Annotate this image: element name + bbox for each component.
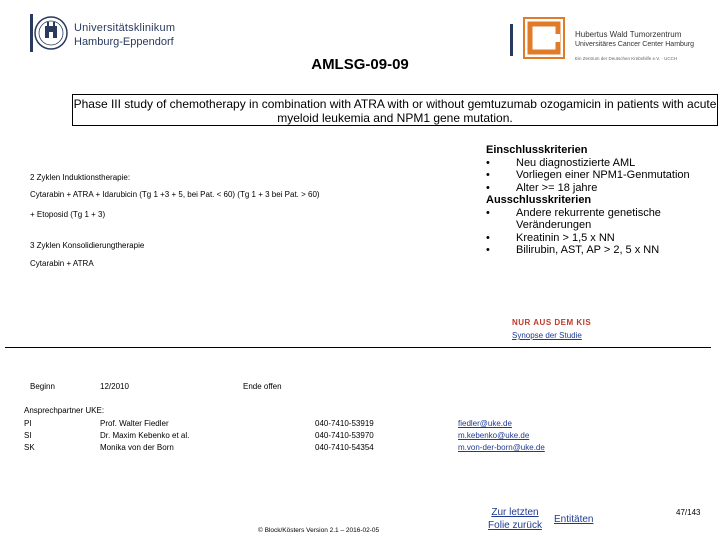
contact-phone: 040-7410-53919 — [315, 419, 374, 428]
induction-addition: + Etoposid (Tg 1 + 3) — [30, 210, 106, 219]
criteria-list — [486, 144, 718, 257]
inclusion-item: • Alter >= 18 jahre — [486, 181, 598, 194]
contact-name: Prof. Walter Fiedler — [100, 419, 169, 428]
copyright-note: © Block/Kösters Version 2.1 – 2016-02-05 — [258, 527, 380, 534]
induction-regimen: Cytarabin + ATRA + Idarubicin (Tg 1 +3 + 5, bei Pat. < 60) (Tg 1 + 3 bei Pat. > 60) — [30, 190, 320, 199]
kis-note: NUR AUS DEM KIS — [512, 318, 592, 327]
begin-label: Beginn — [30, 382, 55, 391]
synopse-link[interactable]: Synopse der Studie — [512, 331, 582, 340]
exclusion-heading: Ausschlusskriterien — [486, 194, 592, 206]
contact-role: SI — [24, 431, 32, 440]
contact-email[interactable]: m.von-der-born@uke.de — [458, 443, 545, 452]
ucch-name-line1: Hubertus Wald Tumorzentrum — [575, 30, 682, 39]
exclusion-item: • Kreatinin > 1,5 x NN — [486, 231, 615, 244]
uke-name-line2: Hamburg-Eppendorf — [74, 36, 174, 48]
back-link-line2[interactable]: Folie zurück — [488, 520, 542, 531]
contact-name: Monika von der Born — [100, 443, 174, 452]
contact-role: SK — [24, 443, 35, 452]
contact-email[interactable]: fiedler@uke.de — [458, 419, 512, 428]
back-link[interactable] — [484, 506, 546, 532]
consolidation-heading: 3 Zyklen Konsolidierungtherapie — [30, 241, 145, 250]
uke-name-line1: Universitätsklinikum — [74, 22, 176, 34]
consolidation-regimen: Cytarabin + ATRA — [30, 259, 94, 268]
contact-email[interactable]: m.kebenko@uke.de — [458, 431, 530, 440]
back-link-line1[interactable]: Zur letzten — [491, 507, 539, 518]
begin-value: 12/2010 — [100, 382, 129, 391]
inclusion-heading: Einschlusskriterien — [486, 144, 588, 156]
contact-phone: 040-7410-54354 — [315, 443, 374, 452]
contacts-heading: Ansprechpartner UKE: — [24, 406, 105, 415]
page-title: AMLSG-09-09 — [311, 56, 409, 73]
contact-role: PI — [24, 419, 32, 428]
contact-name: Dr. Maxim Kebenko et al. — [100, 431, 190, 440]
exclusion-item: • Bilirubin, AST, AP > 2, 5 x NN — [486, 244, 660, 256]
contact-phone: 040-7410-53970 — [315, 431, 374, 440]
inclusion-item: • Neu diagnostizierte AML — [486, 156, 636, 169]
study-description: Phase III study of chemotherapy in combination with ATRA with or without gemtuzumab ozogamicin in patients with acute myeloid leukemia and NPM1 gene mutation. — [72, 94, 718, 126]
end-label: Ende offen — [243, 382, 282, 391]
page-number: 47/143 — [676, 508, 701, 517]
exclusion-item: • Andere rekurrente genetische Veränderungen — [486, 206, 661, 231]
uke-logo — [30, 12, 200, 54]
uke-seal-icon — [30, 12, 68, 54]
inclusion-item: • Vorliegen einer NPM1-Genmutation — [486, 169, 690, 181]
ucch-name-line2: Universitäres Cancer Center Hamburg — [575, 41, 695, 48]
entitaeten-link[interactable]: Entitäten — [554, 514, 594, 525]
ucch-name-line3: Ein Zentrum der Deutschen Krebshilfe e.V. · UCCH — [575, 56, 678, 61]
divider-line — [5, 347, 711, 348]
induction-heading: 2 Zyklen Induktionstherapie: — [30, 173, 131, 182]
